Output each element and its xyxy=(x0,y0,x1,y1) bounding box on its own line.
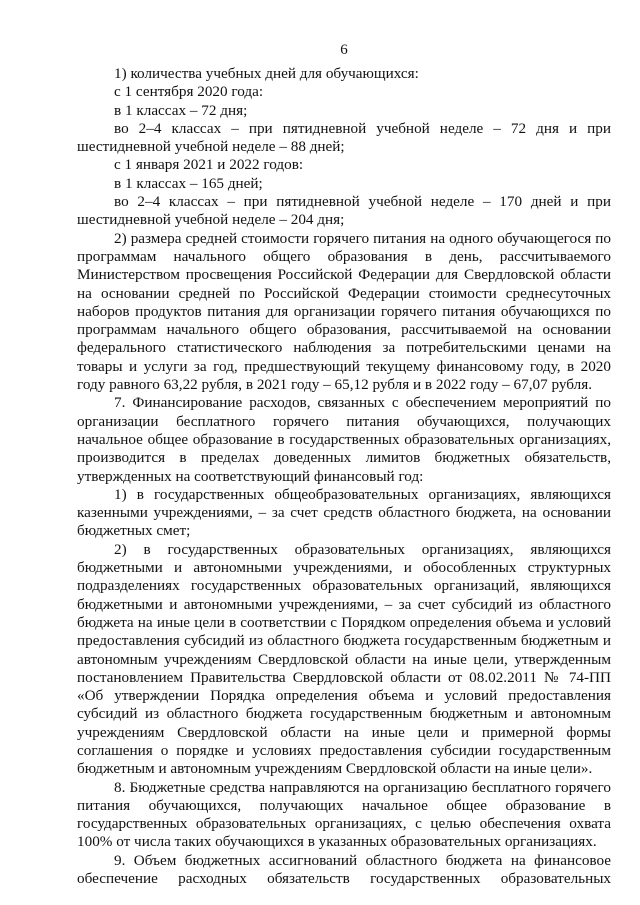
paragraph-from-september-2020: с 1 сентября 2020 года: xyxy=(114,83,264,101)
paragraph-from-january-2021: с 1 января 2021 и 2022 годов: xyxy=(114,156,304,174)
paragraph-grades2-4-2021: во 2–4 классах – при пятидневной учебной неделе – 170 дней и при шестидневной учебной неделе – 204 дня; xyxy=(77,193,611,229)
paragraph-section-9: 9. Объем бюджетных ассигнований областного бюджета на финансовое обеспечение расходных обязательств государственных образовательных xyxy=(77,851,611,888)
paragraph-section-8: 8. Бюджетные средства направляются на организацию бесплатного горячего питания обучающихся, получающих начальное общее образование в государственных образовательных организациях, с целью обеспечения охвата 100% от числа таких обучающихся в указанных образовательных организациях. xyxy=(77,778,611,851)
paragraph-grades2-4-2020: во 2–4 классах – при пятидневной учебной неделе – 72 дня и при шестидневной учебной неделе – 88 дней; xyxy=(77,119,611,156)
paragraph-grade1-2021: в 1 классах – 165 дней; xyxy=(114,174,263,192)
paragraph-meal-cost: 2) размера средней стоимости горячего питания на одного обучающегося по программам начального общего образования в день, рассчитываемого Министерством просвещения Российской Федерации для Свердловской области на основании средней по Российской Федерации стоимости среднесуточных наборов продуктов питания для организации горячего питания обучающихся по программам начального общего образования, рассчитываемой на основании федерального статистического наблюдения за потребительскими ценами на товары и услуги за год, предшествующий текущему финансовому году, в 2020 году равного 63,22 рубля, в 2021 году – 65,12 рубля и в 2022 году – 67,07 рубля. xyxy=(77,229,611,394)
paragraph-section-7-item-1: 1) в государственных общеобразовательных организациях, являющихся казенными учреждениями, – за счет средств областного бюджета, на основании бюджетных смет; xyxy=(77,485,611,540)
paragraph-grade1-2020: в 1 классах – 72 дня; xyxy=(114,101,248,119)
paragraph-section-7: 7. Финансирование расходов, связанных с обеспечением мероприятий по организации бесплатного горячего питания обучающихся, получающих начальное общее образование в государственных образовательных организациях, производится в пределах доведенных лимитов бюджетных обязательств, утвержденных на соответствующий финансовый год: xyxy=(77,394,611,485)
paragraph-school-days-heading: 1) количества учебных дней для обучающихся: xyxy=(114,65,419,82)
paragraph-section-7-item-2: 2) в государственных образовательных организациях, являющихся бюджетными и автономными учреждениями, и обособленных структурных подразделениях государственных образовательных организаций, являющихся бюджетными и автономными учреждениями, – за счет субсидий из областного бюджета на иные цели в соответствии с Порядком определения объема и условий предоставления субсидий из областного бюджета государственным бюджетным и автономным учреждениям Свердловской области на иные цели, утвержденным постановлением Правительства Свердловской области от 08.02.2011 № 74-ПП «Об утверждении Порядка определения объема и условий предоставления субсидий из областного бюджета государственным бюджетным и автономным учреждениям Свердловской области на иные цели и примерной формы соглашения о порядке и условиях предоставления субсидии государственным бюджетным и автономным учреждениям Свердловской области на иные цели». xyxy=(77,540,611,778)
page-number: 6 xyxy=(340,42,348,58)
